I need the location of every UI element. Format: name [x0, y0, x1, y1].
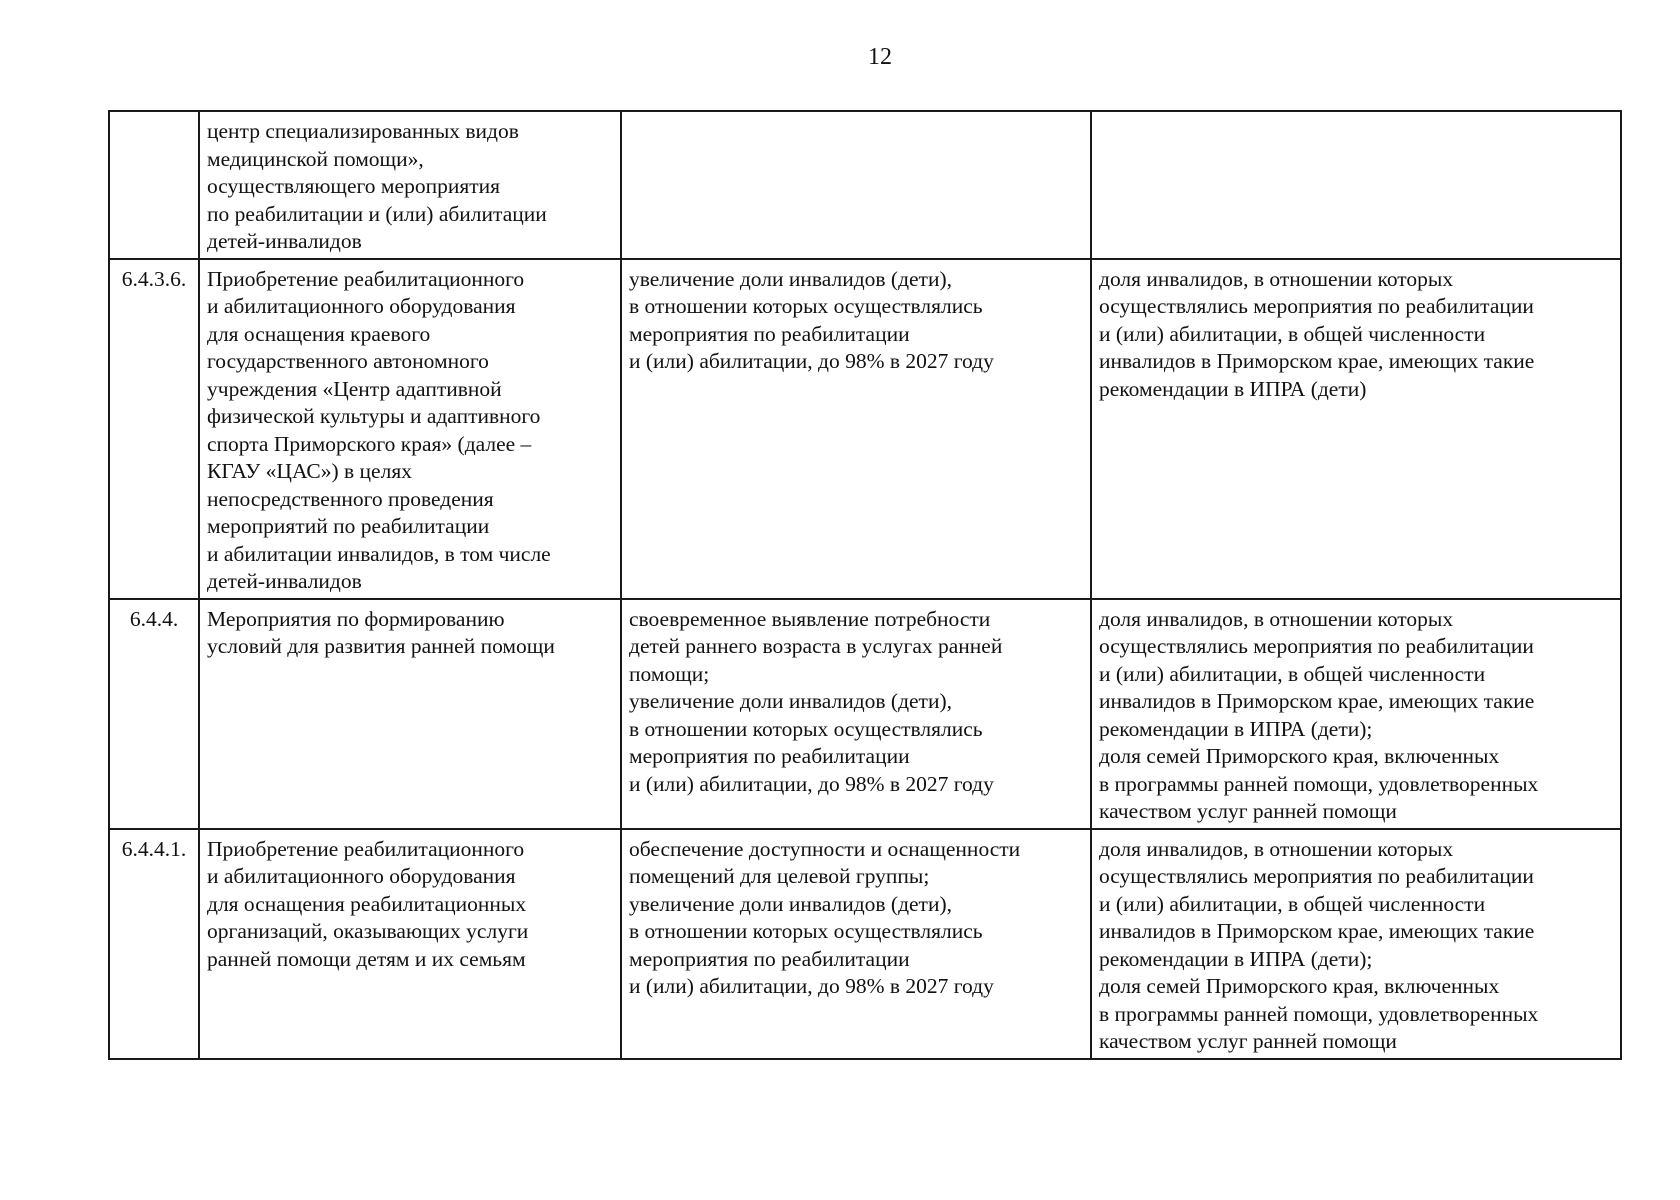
- page-number: 12: [868, 44, 892, 70]
- row-number-cell: [109, 111, 199, 259]
- row-number-cell: 6.4.4.: [109, 599, 199, 829]
- indicator-cell: доля инвалидов, в отношении которых осуществлялись мероприятия по реабилитации и (или) абилитации, в общей численности инвалидов в Приморском крае, имеющих такие рекомендации в ИПРА (дети): [1091, 259, 1621, 599]
- indicator-cell: доля инвалидов, в отношении которых осуществлялись мероприятия по реабилитации и (или) абилитации, в общей численности инвалидов в Приморском крае, имеющих такие рекомендации в ИПРА (дети); доля семей Приморского края, включенных в программы ранней помощи, удовлетворенных качеством услуг ранней помощи: [1091, 599, 1621, 829]
- table-row: [109, 599, 1621, 829]
- expected-result-cell: [621, 111, 1091, 259]
- measure-name-cell: Мероприятия по формированию условий для развития ранней помощи: [199, 599, 621, 829]
- measures-table: [108, 110, 1622, 1060]
- indicator-cell: [1091, 111, 1621, 259]
- measure-name-cell: Приобретение реабилитационного и абилитационного оборудования для оснащения реабилитационных организаций, оказывающих услуги ранней помощи детям и их семьям: [199, 829, 621, 1059]
- indicator-cell: доля инвалидов, в отношении которых осуществлялись мероприятия по реабилитации и (или) абилитации, в общей численности инвалидов в Приморском крае, имеющих такие рекомендации в ИПРА (дети); доля семей Приморского края, включенных в программы ранней помощи, удовлетворенных качеством услуг ранней помощи: [1091, 829, 1621, 1059]
- measure-name-cell: центр специализированных видов медицинской помощи», осуществляющего мероприятия по реабилитации и (или) абилитации детей-инвалидов: [199, 111, 621, 259]
- table-row: [109, 829, 1621, 1059]
- table-row: [109, 259, 1621, 599]
- row-number-cell: 6.4.4.1.: [109, 829, 199, 1059]
- expected-result-cell: своевременное выявление потребности детей раннего возраста в услугах ранней помощи; увеличение доли инвалидов (дети), в отношении которых осуществлялись мероприятия по реабилитации и (или) абилитации, до 98% в 2027 году: [621, 599, 1091, 829]
- expected-result-cell: увеличение доли инвалидов (дети), в отношении которых осуществлялись мероприятия по реабилитации и (или) абилитации, до 98% в 2027 году: [621, 259, 1091, 599]
- table-row: [109, 111, 1621, 259]
- measure-name-cell: Приобретение реабилитационного и абилитационного оборудования для оснащения краевого государственного автономного учреждения «Центр адаптивной физической культуры и адаптивного спорта Приморского края» (далее – КГАУ «ЦАС») в целях непосредственного проведения мероприятий по реабилитации и абилитации инвалидов, в том числе детей-инвалидов: [199, 259, 621, 599]
- row-number-cell: 6.4.3.6.: [109, 259, 199, 599]
- expected-result-cell: обеспечение доступности и оснащенности помещений для целевой группы; увеличение доли инвалидов (дети), в отношении которых осуществлялись мероприятия по реабилитации и (или) абилитации, до 98% в 2027 году: [621, 829, 1091, 1059]
